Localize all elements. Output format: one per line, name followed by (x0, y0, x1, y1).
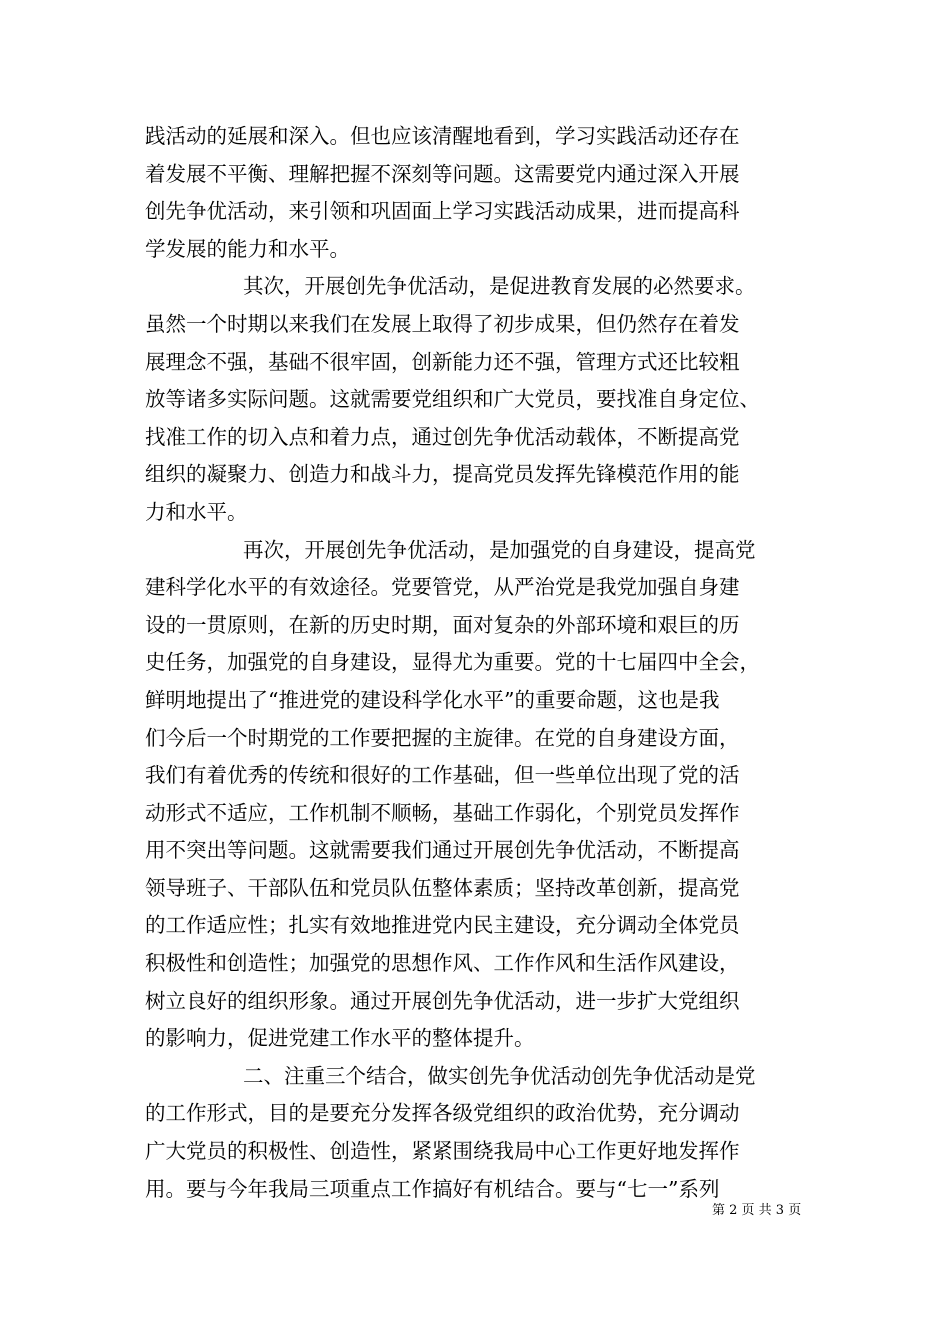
text-line: 学发展的能力和水平。 (145, 236, 350, 261)
text-line: 我们有着优秀的传统和很好的工作基础，但一些单位出现了党的活 (145, 763, 740, 788)
text-line: 创先争优活动，来引领和巩固面上学习实践活动成果，进而提高科 (145, 199, 740, 224)
text-line: 二、注重三个结合，做实创先争优活动创先争优活动是党 (243, 1063, 756, 1088)
text-line: 动形式不适应，工作机制不顺畅，基础工作弱化，个别党员发挥作 (145, 800, 740, 825)
text-line: 找准工作的切入点和着力点，通过创先争优活动载体，不断提高党 (145, 424, 740, 449)
text-line: 鲜明地提出了“推进党的建设科学化水平”的重要命题，这也是我 (145, 687, 720, 712)
text-line: 用不突出等问题。这就需要我们通过开展创先争优活动，不断提高 (145, 838, 740, 863)
text-line: 践活动的延展和深入。但也应该清醒地看到，学习实践活动还存在 (145, 124, 740, 148)
text-line: 力和水平。 (145, 499, 248, 524)
text-line: 用。要与今年我局三项重点工作搞好有机结合。要与“七一”系列 (145, 1176, 720, 1201)
text-line: 史任务，加强党的自身建设，显得尤为重要。党的十七届四中全会， (145, 650, 760, 675)
document-body (145, 118, 810, 1208)
text-line: 着发展不平衡、理解把握不深刻等问题。这需要党内通过深入开展 (145, 161, 740, 186)
page-footer: 第 2 页 共 3 页 (712, 1203, 802, 1218)
text-line: 树立良好的组织形象。通过开展创先争优活动，进一步扩大党组织 (145, 988, 740, 1013)
text-line: 的工作适应性；扎实有效地推进党内民主建设，充分调动全体党员 (145, 913, 740, 938)
text-line: 再次，开展创先争优活动，是加强党的自身建设，提高党 (243, 537, 756, 562)
text-line: 放等诸多实际问题。这就需要党组织和广大党员，要找准自身定位、 (145, 387, 760, 412)
text-line: 的工作形式，目的是要充分发挥各级党组织的政治优势，充分调动 (145, 1101, 740, 1126)
text-line: 积极性和创造性；加强党的思想作风、工作作风和生活作风建设， (145, 951, 740, 976)
text-line: 的影响力，促进党建工作水平的整体提升。 (145, 1026, 535, 1051)
text-line: 领导班子、干部队伍和党员队伍整体素质；坚持改革创新，提高党 (145, 875, 740, 900)
text-line: 虽然一个时期以来我们在发展上取得了初步成果，但仍然存在着发 (145, 311, 740, 336)
text-line: 建科学化水平的有效途径。党要管党，从严治党是我党加强自身建 (145, 575, 740, 600)
text-line: 组织的凝聚力、创造力和战斗力，提高党员发挥先锋模范作用的能 (145, 462, 740, 487)
text-line: 设的一贯原则，在新的历史时期，面对复杂的外部环境和艰巨的历 (145, 612, 740, 637)
text-line: 们今后一个时期党的工作要把握的主旋律。在党的自身建设方面， (145, 725, 740, 750)
text-line: 其次，开展创先争优活动，是促进教育发展的必然要求。 (243, 274, 756, 299)
text-line: 广大党员的积极性、创造性，紧紧围绕我局中心工作更好地发挥作 (145, 1139, 740, 1164)
text-line: 展理念不强，基础不很牢固，创新能力还不强，管理方式还比较粗 (145, 349, 740, 374)
